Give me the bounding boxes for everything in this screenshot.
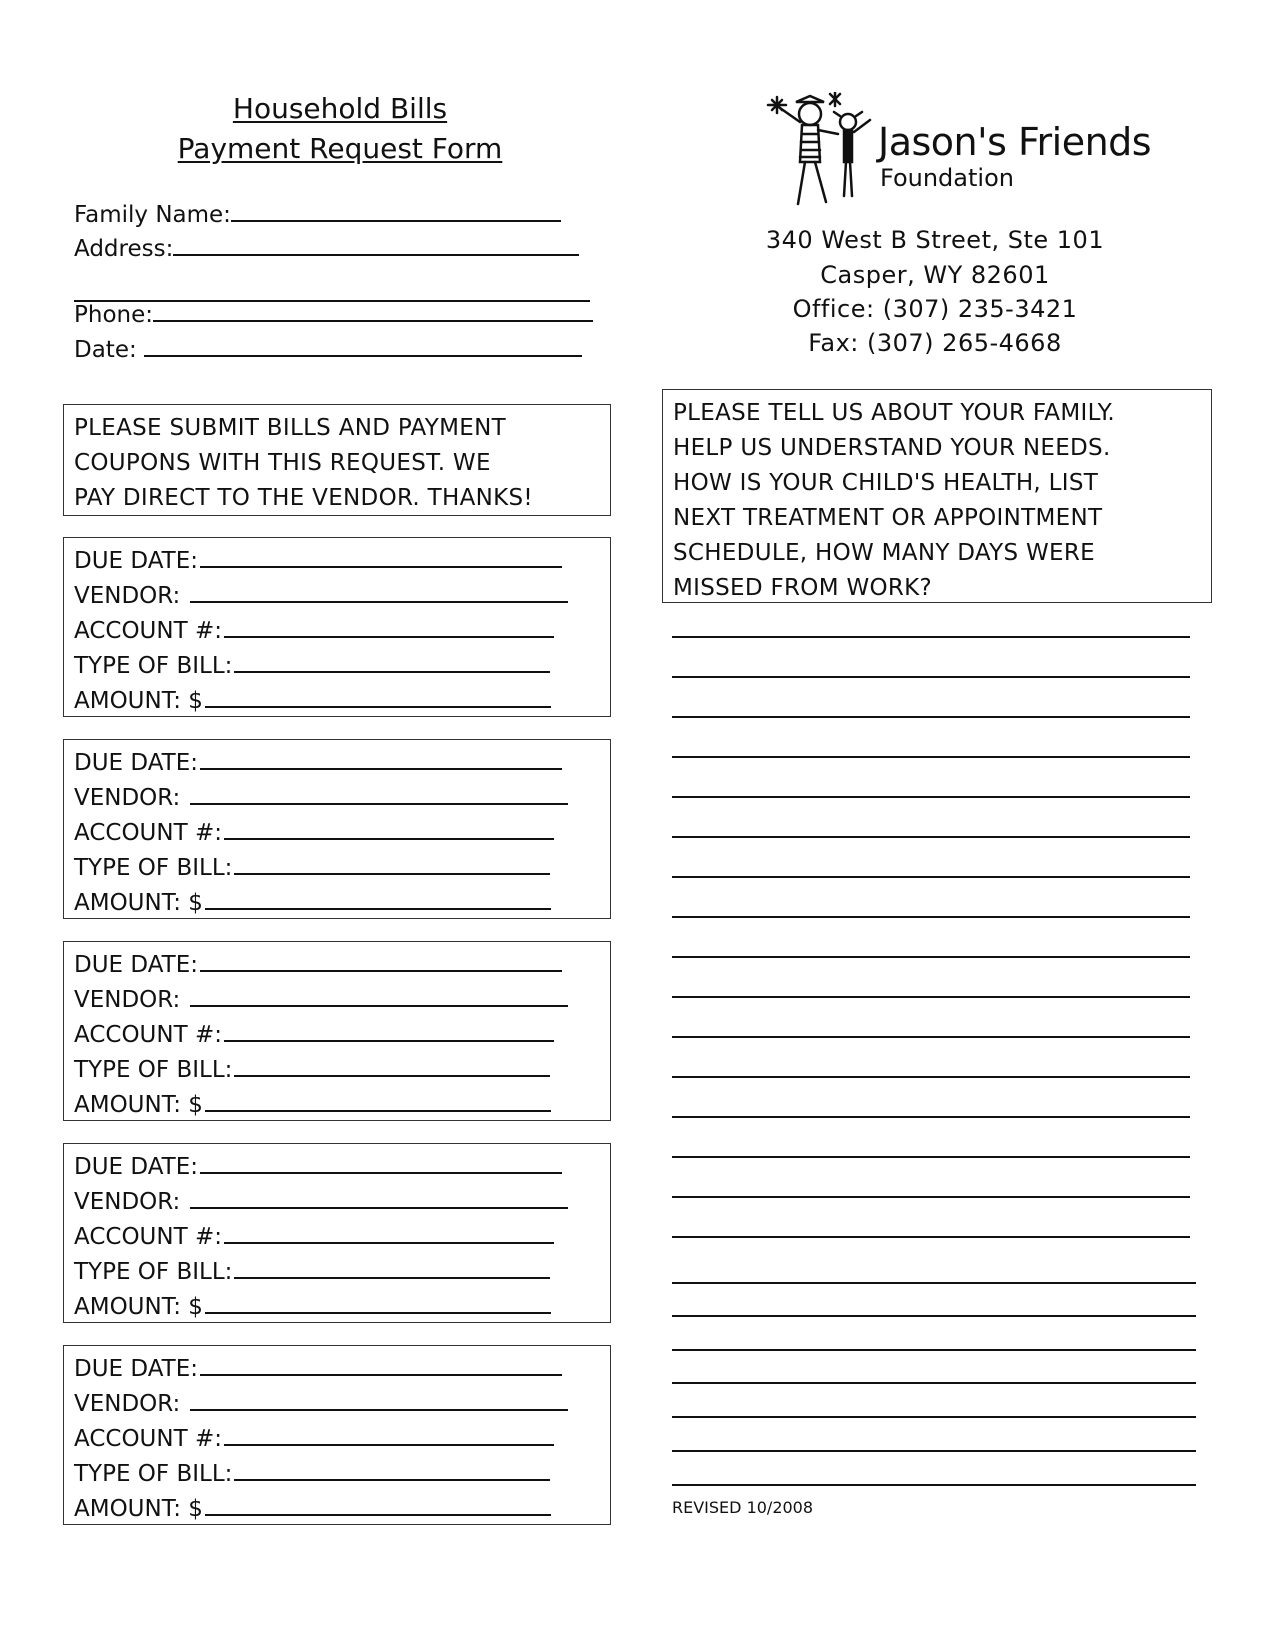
vendor-line [190, 802, 568, 805]
writing-line[interactable] [672, 1315, 1196, 1317]
account-label: ACCOUNT #: [74, 1224, 222, 1250]
account-field[interactable] [74, 1422, 610, 1457]
form-title-line2: Payment Request Form [177, 132, 503, 165]
account-line [224, 1241, 554, 1244]
account-field[interactable] [74, 614, 610, 649]
writing-line[interactable] [672, 796, 1190, 798]
writing-line[interactable] [672, 1382, 1196, 1384]
bill-type-field[interactable] [74, 851, 610, 886]
due-date-label: DUE DATE: [74, 750, 198, 776]
prompt-line: MISSED FROM WORK? [673, 575, 933, 601]
bill-type-field[interactable] [74, 1457, 610, 1492]
notice-line: PLEASE SUBMIT BILLS AND PAYMENT [74, 415, 506, 441]
vendor-label: VENDOR: [74, 1391, 188, 1417]
notice-line: COUPONS WITH THIS REQUEST. WE [74, 450, 491, 476]
writing-line[interactable] [672, 1349, 1196, 1351]
street-address: 340 West B Street, Ste 101 [765, 226, 1105, 254]
prompt-line: NEXT TREATMENT OR APPOINTMENT [673, 505, 1103, 531]
family-name-line [231, 219, 561, 222]
due-date-line [200, 565, 562, 568]
writing-line[interactable] [672, 1236, 1190, 1238]
bill-type-label: TYPE OF BILL: [74, 1461, 233, 1487]
amount-label: AMOUNT: $ [74, 688, 203, 714]
amount-field[interactable] [74, 684, 610, 719]
prompt-line: HELP US UNDERSTAND YOUR NEEDS. [673, 435, 1111, 461]
writing-line[interactable] [672, 836, 1190, 838]
phone-field[interactable] [74, 302, 593, 328]
writing-line[interactable] [672, 1036, 1190, 1038]
bill-type-line [234, 670, 550, 673]
account-label: ACCOUNT #: [74, 1426, 222, 1452]
vendor-field[interactable] [74, 983, 610, 1018]
amount-line [205, 907, 551, 910]
due-date-field[interactable] [74, 544, 610, 579]
writing-line[interactable] [672, 756, 1190, 758]
vendor-label: VENDOR: [74, 987, 188, 1013]
writing-line[interactable] [672, 1282, 1196, 1284]
bill-type-label: TYPE OF BILL: [74, 1057, 233, 1083]
account-line [224, 635, 554, 638]
writing-line[interactable] [672, 1484, 1196, 1486]
due-date-line [200, 969, 562, 972]
writing-line[interactable] [672, 996, 1190, 998]
bill-type-field[interactable] [74, 649, 610, 684]
due-date-field[interactable] [74, 1352, 610, 1387]
due-date-field[interactable] [74, 1150, 610, 1185]
writing-line[interactable] [672, 1416, 1196, 1418]
address-line [173, 253, 579, 256]
writing-line[interactable] [672, 1450, 1196, 1452]
bill-entry-3 [63, 941, 611, 1121]
due-date-label: DUE DATE: [74, 1154, 198, 1180]
amount-line [205, 705, 551, 708]
city-state-zip: Casper, WY 82601 [820, 261, 1050, 289]
due-date-label: DUE DATE: [74, 548, 198, 574]
writing-line[interactable] [672, 876, 1190, 878]
account-label: ACCOUNT #: [74, 820, 222, 846]
bill-type-label: TYPE OF BILL: [74, 653, 233, 679]
bill-type-label: TYPE OF BILL: [74, 1259, 233, 1285]
vendor-line [190, 600, 568, 603]
amount-line [205, 1513, 551, 1516]
logo-subtitle: Foundation [880, 164, 1014, 192]
family-prompt-box [662, 389, 1212, 603]
prompt-line: PLEASE TELL US ABOUT YOUR FAMILY. [673, 400, 1115, 426]
date-line [144, 354, 582, 357]
submit-notice-box [63, 404, 611, 516]
date-field[interactable] [74, 337, 582, 363]
account-label: ACCOUNT #: [74, 1022, 222, 1048]
phone-label: Phone: [74, 302, 153, 328]
revised-date: REVISED 10/2008 [672, 1498, 814, 1517]
phone-line [153, 319, 593, 322]
amount-label: AMOUNT: $ [74, 1496, 203, 1522]
amount-field[interactable] [74, 1088, 610, 1123]
address-label: Address: [74, 236, 174, 262]
writing-line[interactable] [672, 1156, 1190, 1158]
bill-entry-5 [63, 1345, 611, 1525]
family-name-label: Family Name: [74, 202, 231, 228]
bill-type-line [234, 1276, 550, 1279]
vendor-label: VENDOR: [74, 785, 188, 811]
prompt-line: HOW IS YOUR CHILD'S HEALTH, LIST [673, 470, 1099, 496]
amount-label: AMOUNT: $ [74, 1294, 203, 1320]
bill-type-line [234, 872, 550, 875]
family-name-field[interactable] [74, 202, 561, 228]
writing-line[interactable] [672, 716, 1190, 718]
logo-name: Jason's Friends [878, 120, 1152, 164]
vendor-field[interactable] [74, 781, 610, 816]
account-label: ACCOUNT #: [74, 618, 222, 644]
office-phone: Office: (307) 235-3421 [792, 295, 1078, 323]
due-date-line [200, 1171, 562, 1174]
account-line [224, 1443, 554, 1446]
vendor-label: VENDOR: [74, 583, 188, 609]
due-date-label: DUE DATE: [74, 952, 198, 978]
vendor-field[interactable] [74, 579, 610, 614]
writing-line[interactable] [672, 1196, 1190, 1198]
amount-label: AMOUNT: $ [74, 1092, 203, 1118]
bill-type-field[interactable] [74, 1053, 610, 1088]
account-field[interactable] [74, 1018, 610, 1053]
account-line [224, 1039, 554, 1042]
amount-field[interactable] [74, 1290, 610, 1325]
amount-field[interactable] [74, 886, 610, 921]
writing-line[interactable] [672, 1116, 1190, 1118]
vendor-line [190, 1206, 568, 1209]
due-date-field[interactable] [74, 746, 610, 781]
bill-entry-4 [63, 1143, 611, 1323]
due-date-line [200, 767, 562, 770]
fax-number: Fax: (307) 265-4668 [808, 329, 1062, 357]
form-title-line1: Household Bills [232, 92, 448, 125]
vendor-field[interactable] [74, 1387, 610, 1422]
writing-line[interactable] [672, 916, 1190, 918]
writing-line[interactable] [672, 676, 1190, 678]
account-field[interactable] [74, 816, 610, 851]
bill-type-field[interactable] [74, 1255, 610, 1290]
amount-line [205, 1109, 551, 1112]
bill-type-label: TYPE OF BILL: [74, 855, 233, 881]
vendor-label: VENDOR: [74, 1189, 188, 1215]
vendor-line [190, 1408, 568, 1411]
due-date-field[interactable] [74, 948, 610, 983]
bill-type-line [234, 1074, 550, 1077]
writing-line[interactable] [672, 636, 1190, 638]
bill-entry-1 [63, 537, 611, 717]
account-line [224, 837, 554, 840]
due-date-label: DUE DATE: [74, 1356, 198, 1382]
due-date-line [200, 1373, 562, 1376]
amount-label: AMOUNT: $ [74, 890, 203, 916]
writing-line[interactable] [672, 1076, 1190, 1078]
account-field[interactable] [74, 1220, 610, 1255]
prompt-line: SCHEDULE, HOW MANY DAYS WERE [673, 540, 1095, 566]
writing-line[interactable] [672, 956, 1190, 958]
bill-entry-2 [63, 739, 611, 919]
address-field[interactable] [74, 236, 579, 262]
vendor-field[interactable] [74, 1185, 610, 1220]
bill-type-line [234, 1478, 550, 1481]
date-label: Date: [74, 337, 145, 363]
amount-field[interactable] [74, 1492, 610, 1527]
vendor-line [190, 1004, 568, 1007]
notice-line: PAY DIRECT TO THE VENDOR. THANKS! [74, 485, 533, 511]
amount-line [205, 1311, 551, 1314]
